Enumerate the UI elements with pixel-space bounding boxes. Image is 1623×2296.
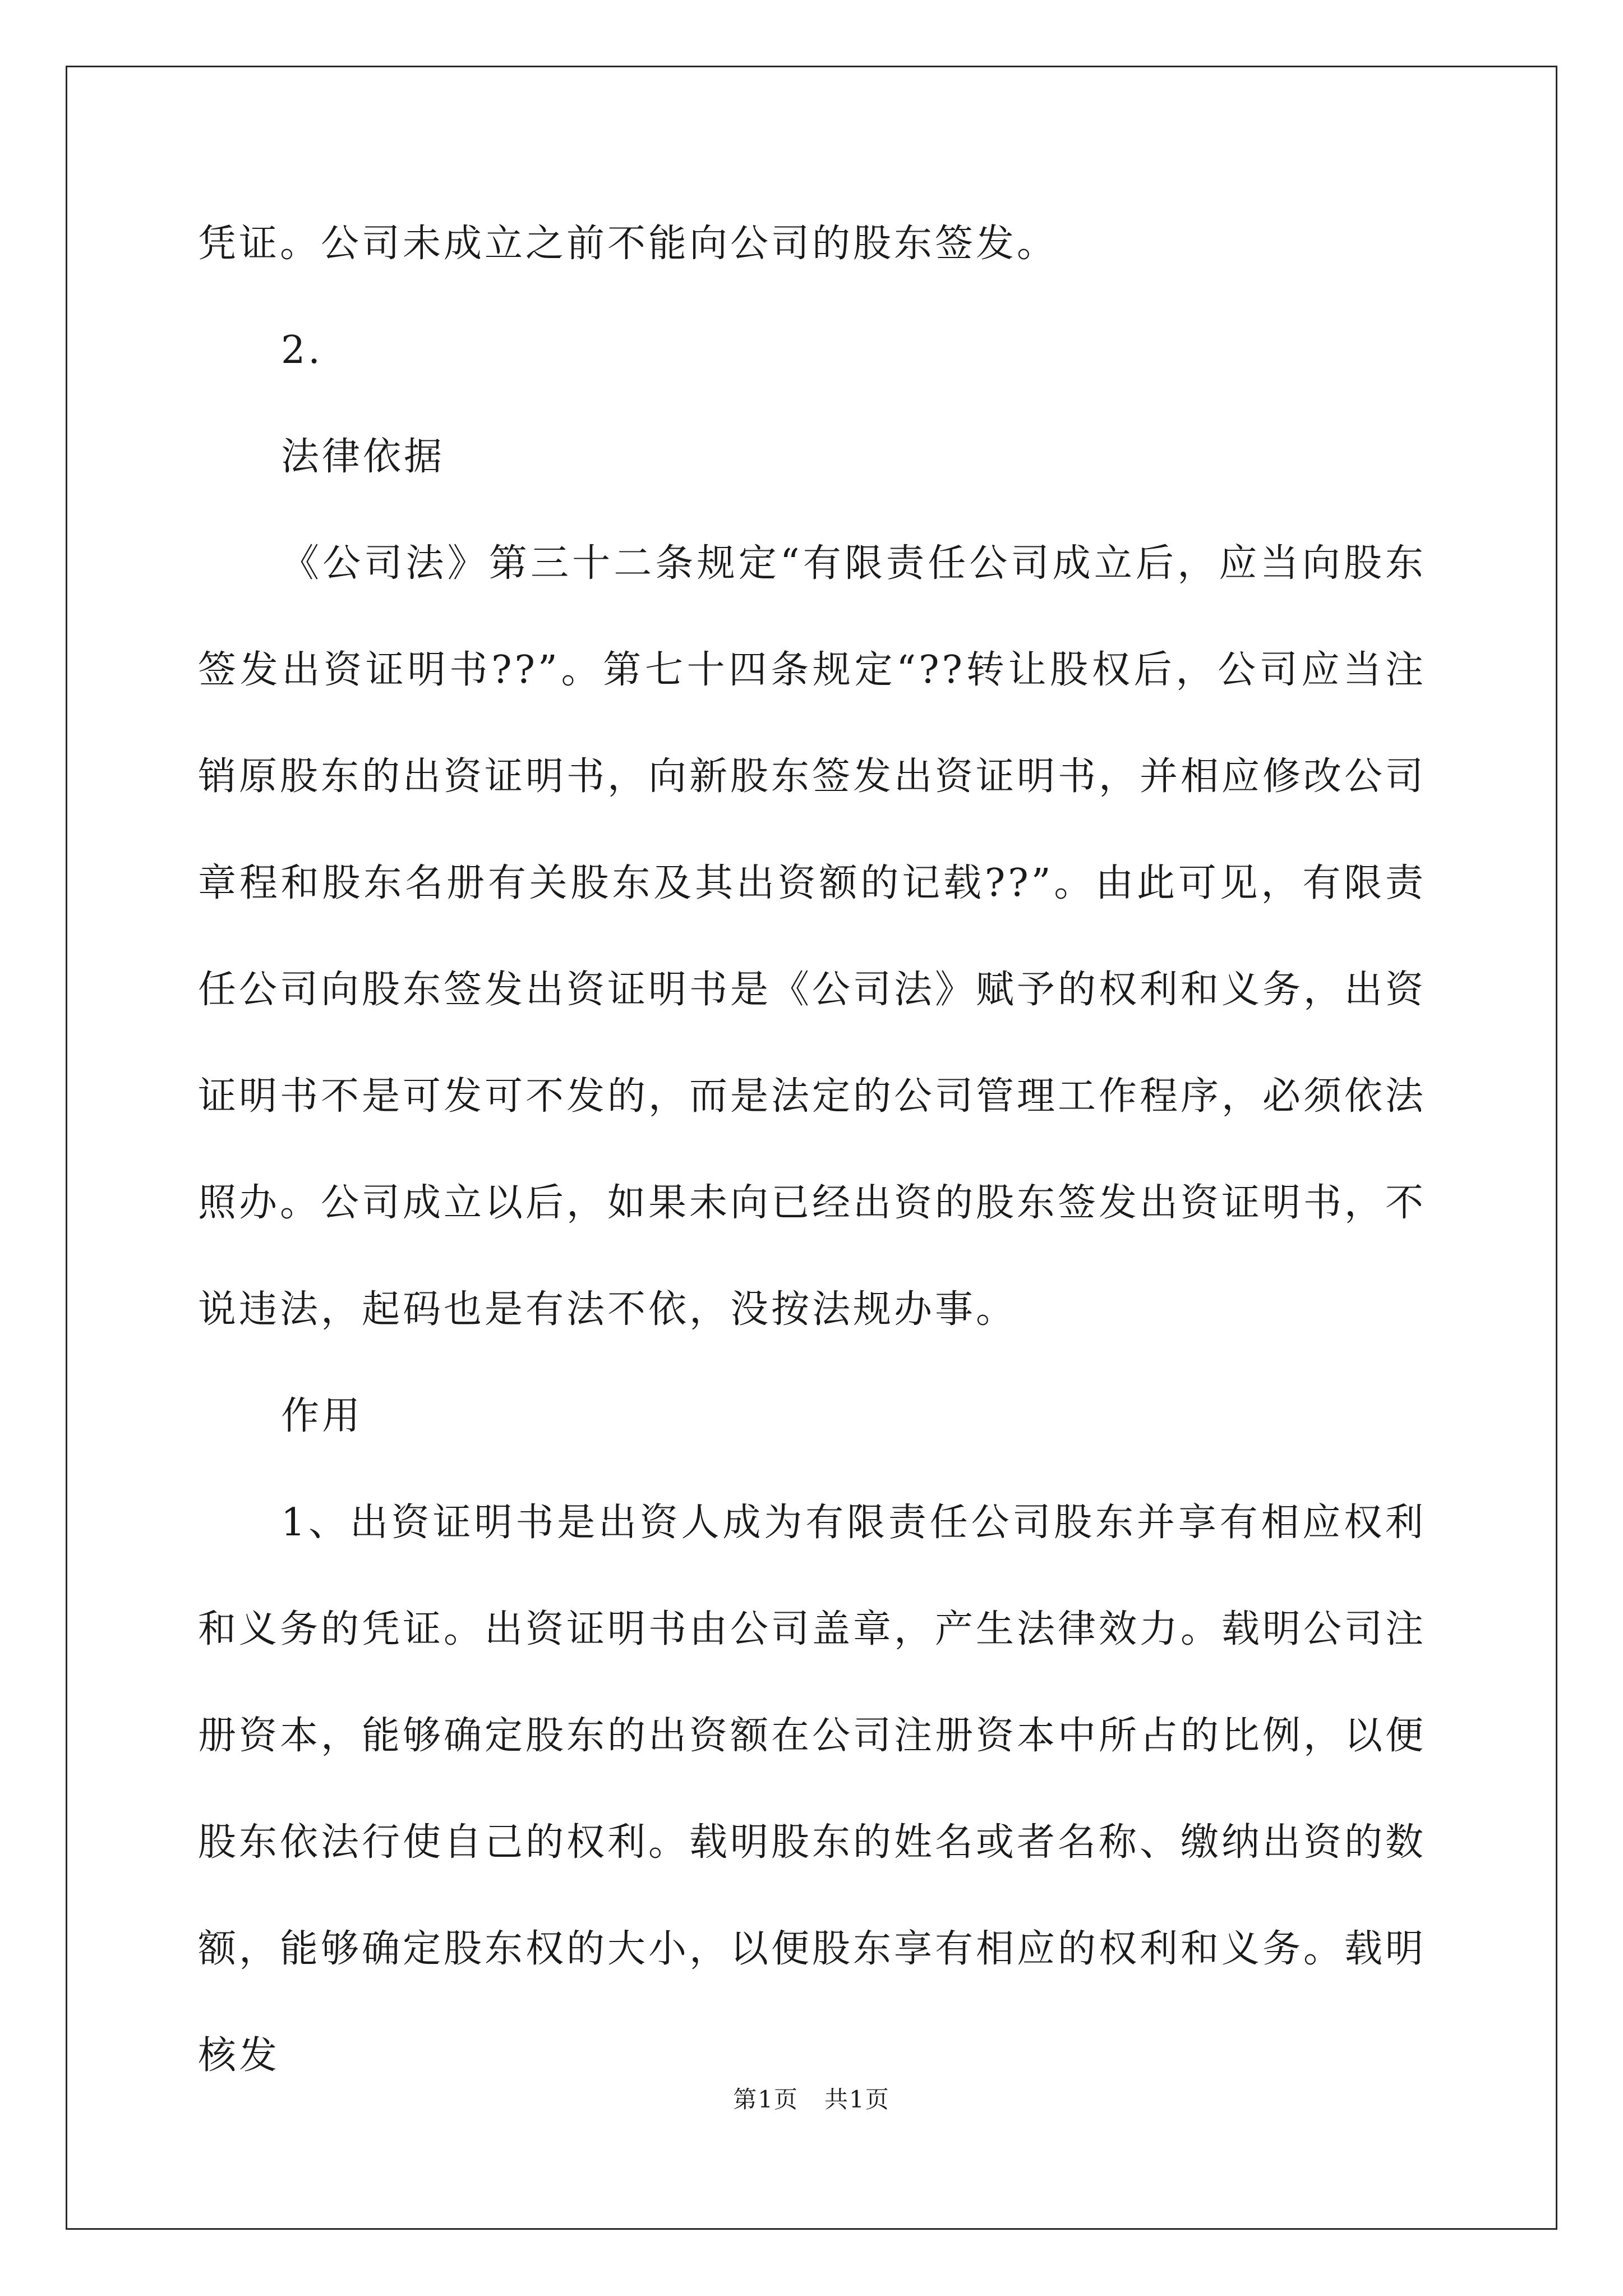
page-number: 第1页 共1页 xyxy=(733,2086,890,2113)
paragraph-legal-basis: 《公司法》第三十二条规定“有限责任公司成立后，应当向股东签发出资证明书??”。第七十四条规定“??转让股权后，公司应当注销原股东的出资证明书，向新股东签发出资证明书，并相应修改公司章程和股东名册有关股东及其出资额的记载??”。由此可见，有限责任公司向股东签发出资证明书是《公司法》赋予的权利和义务，出资证明书不是可发可不发的，而是法定的公司管理工作程序，必须依法照办。公司成立以后，如果未向已经出资的股东签发出资证明书，不说违法，起码也是有法不依，没按法规办事。 xyxy=(198,541,1427,1332)
paragraph-2: 2. xyxy=(281,328,323,372)
paragraph-function-1: 1、出资证明书是出资人成为有限责任公司股东并享有相应权利和义务的凭证。出资证明书由公司盖章，产生法律效力。载明公司注册资本，能够确定股东的出资额在公司注册资本中所占的比例，以便股东依法行使自己的权利。载明股东的姓名或者名称、缴纳出资的数额，能够确定股东权的大小，以便股东享有相应的权利和义务。载明核发 xyxy=(198,1501,1427,2078)
paragraph-1: 凭证。公司未成立之前不能向公司的股东签发。 xyxy=(198,222,1058,266)
document-body xyxy=(198,191,1426,2109)
page-footer xyxy=(0,2081,1623,2115)
section-heading-legal-basis: 法律依据 xyxy=(281,435,445,479)
section-heading-function: 作用 xyxy=(281,1394,363,1438)
